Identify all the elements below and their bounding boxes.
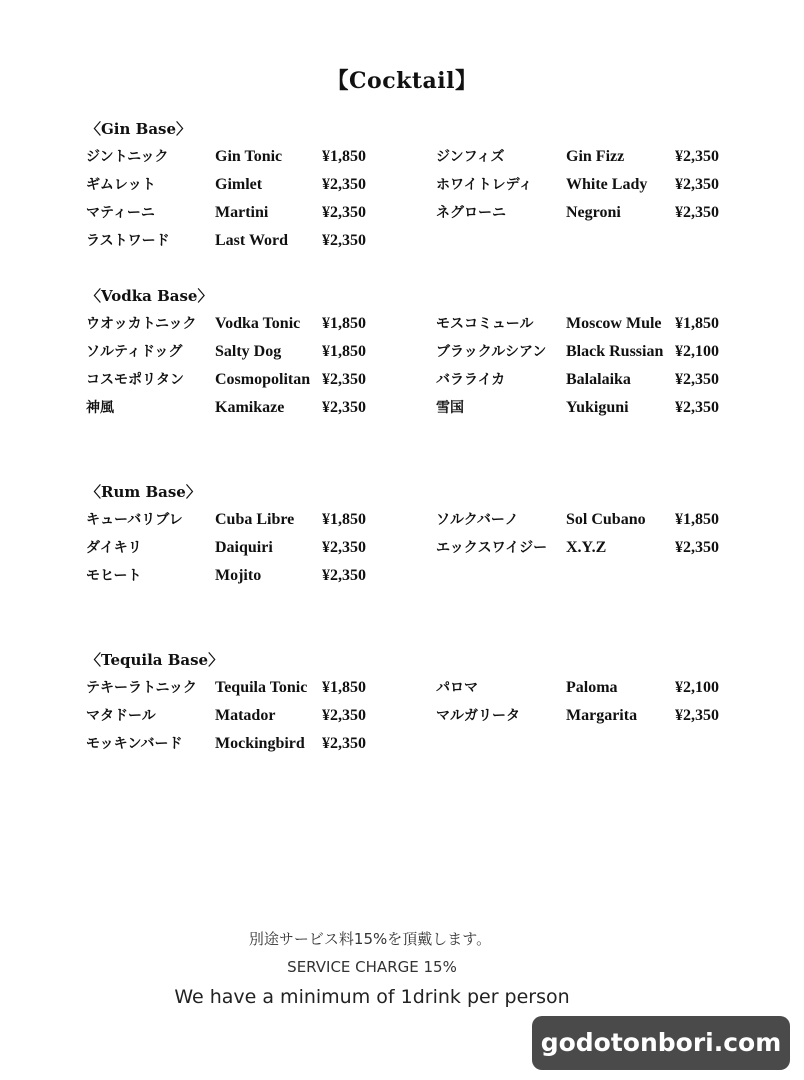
item-price: ¥2,100 [675,679,719,696]
item-jp-name: バラライカ [436,372,506,388]
item-en-name: Moscow Mule [566,315,662,332]
item-jp-name: モヒート [86,568,142,584]
item-jp-name: モスコミュール [436,316,534,332]
section-heading: 〈Rum Base〉 [86,483,201,501]
item-jp-name: マティーニ [86,205,155,221]
minimum-drink-note: We have a minimum of 1drink per person [174,986,570,1008]
item-price: ¥2,350 [675,204,719,221]
item-en-name: Negroni [566,204,621,221]
item-en-name: Sol Cubano [566,511,646,528]
item-en-name: Kamikaze [215,399,285,416]
item-en-name: X.Y.Z [566,539,607,556]
menu-row [86,534,746,562]
item-price: ¥1,850 [322,511,366,528]
item-en-name: Gimlet [215,176,263,193]
menu-row [86,506,746,534]
item-en-name: Mojito [215,567,262,584]
item-price: ¥2,350 [322,176,366,193]
item-en-name: White Lady [566,176,648,193]
menu-row [86,702,746,730]
item-jp-name: エックスワイジー [436,540,548,556]
item-jp-name: ソルティドッグ [86,344,183,360]
item-price: ¥2,350 [322,567,366,584]
item-en-name: Balalaika [566,371,631,388]
item-jp-name: ソルクバーノ [436,512,519,528]
section-tequila [86,646,746,758]
item-jp-name: マルガリータ [436,708,520,724]
item-jp-name: 雪国 [436,400,464,416]
item-jp-name: モッキンバード [86,736,183,752]
item-en-name: Last Word [215,232,289,249]
item-en-name: Vodka Tonic [215,315,301,332]
menu-row [86,366,746,394]
section-heading: 〈Tequila Base〉 [86,651,224,669]
menu-row [86,394,746,422]
item-jp-name: ネグローニ [436,205,506,221]
item-price: ¥1,850 [322,315,366,332]
menu-row [86,199,746,227]
menu-row [86,730,746,758]
item-en-name: Matador [215,707,276,724]
item-price: ¥2,350 [675,176,719,193]
item-jp-name: ジントニック [86,149,169,165]
item-en-name: Gin Tonic [215,148,283,165]
item-price: ¥1,850 [322,679,366,696]
item-price: ¥2,350 [322,371,366,388]
item-price: ¥2,100 [675,343,719,360]
item-price: ¥2,350 [322,539,366,556]
item-price: ¥2,350 [675,148,719,165]
item-jp-name: ホワイトレディ [436,177,533,193]
item-price: ¥2,350 [322,399,366,416]
section-heading: 〈Gin Base〉 [86,120,192,138]
item-jp-name: ブラックルシアン [436,344,547,360]
item-jp-name: 神風 [86,400,114,416]
site-watermark: godotonbori.com [532,1016,790,1070]
item-en-name: Cosmopolitan [215,371,311,388]
section-heading: 〈Vodka Base〉 [86,287,213,305]
menu-row [86,227,746,255]
item-price: ¥1,850 [322,148,366,165]
service-charge-en: SERVICE CHARGE 15% [287,958,457,976]
item-price: ¥2,350 [675,707,719,724]
item-en-name: Cuba Libre [215,511,295,528]
item-jp-name: ダイキリ [86,540,142,556]
menu-title: 【Cocktail】 [326,68,478,94]
item-price: ¥2,350 [675,371,719,388]
item-jp-name: キューバリブレ [86,512,183,528]
section-vodka [86,282,746,422]
item-jp-name: ギムレット [86,177,156,193]
section-rum [86,478,746,590]
item-price: ¥2,350 [675,539,719,556]
item-jp-name: マタドール [86,708,156,724]
item-en-name: Daiquiri [215,539,273,556]
item-price: ¥2,350 [322,707,366,724]
menu-row [86,171,746,199]
item-price: ¥1,850 [675,511,719,528]
item-price: ¥1,850 [322,343,366,360]
item-en-name: Mockingbird [215,735,305,752]
item-jp-name: ラストワード [86,233,170,249]
service-charge-jp: 別途サービス料15%を頂戴します。 [248,930,492,948]
item-jp-name: コスモポリタン [86,372,184,388]
item-jp-name: ウオッカトニック [86,316,197,332]
item-price: ¥2,350 [675,399,719,416]
item-jp-name: テキーラトニック [86,680,197,696]
item-price: ¥2,350 [322,735,366,752]
item-jp-name: ジンフィズ [436,149,505,165]
item-en-name: Martini [215,204,269,221]
item-price: ¥2,350 [322,204,366,221]
item-en-name: Yukiguni [566,399,629,416]
item-en-name: Black Russian [566,343,664,360]
menu-row [86,143,746,171]
item-en-name: Gin Fizz [566,148,625,165]
item-en-name: Paloma [566,679,618,696]
menu-row [86,562,746,590]
menu-row [86,310,746,338]
menu-row [86,338,746,366]
item-en-name: Salty Dog [215,343,282,360]
item-en-name: Tequila Tonic [215,679,308,696]
item-price: ¥1,850 [675,315,719,332]
item-en-name: Margarita [566,707,638,724]
item-jp-name: パロマ [436,680,478,696]
item-price: ¥2,350 [322,232,366,249]
section-gin [86,115,746,255]
menu-row [86,674,746,702]
